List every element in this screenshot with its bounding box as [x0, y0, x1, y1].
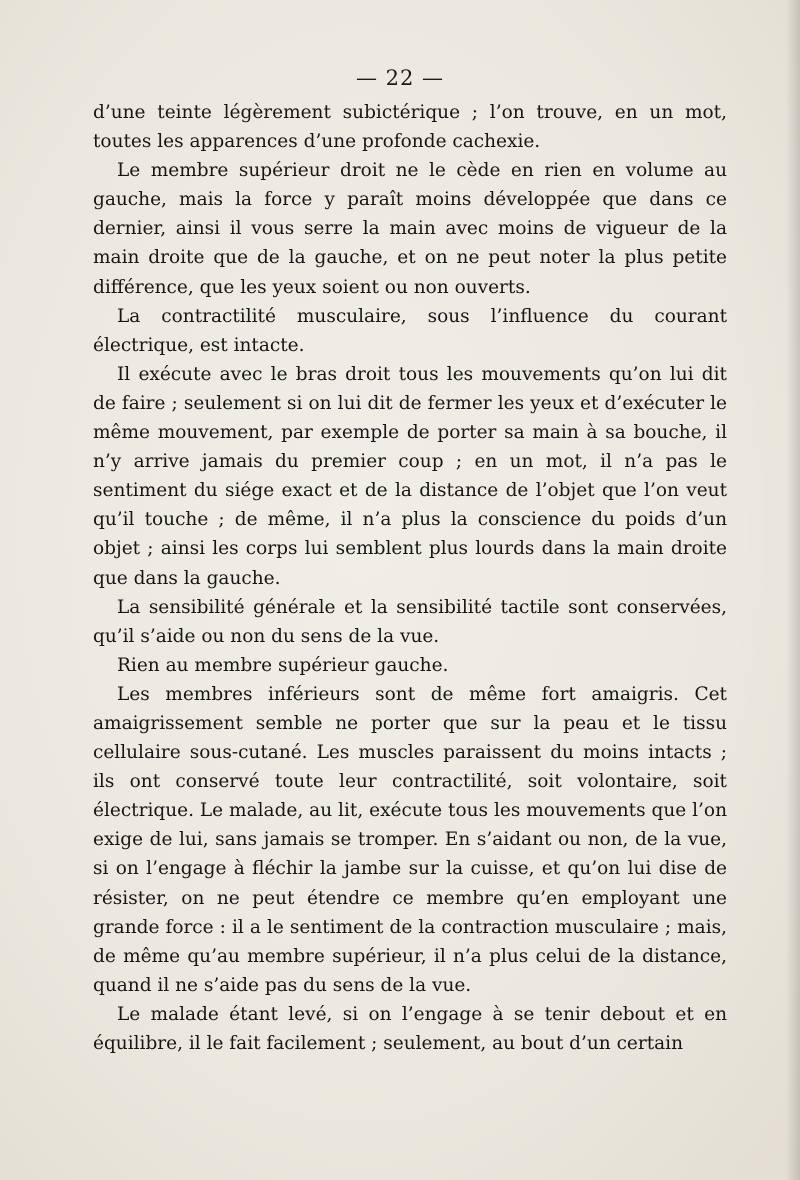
- paragraph-3: La contractilité musculaire, sous l’influence du courant électrique, est intacte.: [93, 305, 727, 356]
- paragraph-2: Le membre supérieur droit ne le cède en rien en volume au gauche, mais la force y paraît moins développée que dans ce dernier, ainsi il vous serre la main avec moins de vigueur de la main droite que de la gauche, et on ne peut noter la plus petite différence, que les yeux soient ou non ouverts.: [93, 160, 727, 298]
- paragraph-1: d’une teinte légèrement subictérique ; l’on trouve, en un mot, toutes les apparences d’une profonde cachexie.: [93, 102, 727, 153]
- page-edge-shadow: [786, 0, 800, 1180]
- paragraph-4: Il exécute avec le bras droit tous les mouvements qu’on lui dit de faire ; seulement si on lui dit de fermer les yeux et d’exécuter le même mouvement, par exemple de porter sa main à sa bouche, il n’y arrive jamais du premier coup ; en un mot, il n’a pas le sentiment du siége exact et de la distance de l’objet que l’on veut qu’il touche ; de même, il n’a plus la conscience du poids d’un objet ; ainsi les corps lui semblent plus lourds dans la main droite que dans la gauche.: [93, 363, 727, 589]
- paragraph-6: Rien au membre supérieur gauche.: [117, 654, 449, 676]
- paragraph-8: Le malade étant levé, si on l’engage à se tenir debout et en équilibre, il le fait facilement ; seulement, au bout d’un certain: [93, 1003, 727, 1054]
- body-text: [93, 98, 727, 1058]
- page-number: — 22 —: [355, 66, 445, 90]
- paragraph-7: Les membres inférieurs sont de même fort amaigris. Cet amaigrissement semble ne porter que sur la peau et le tissu cellulaire sous-cutané. Les muscles paraissent du moins intacts ; ils ont conservé toute leur contractilité, soit volontaire, soit électrique. Le malade, au lit, exécute tous les mouvements que l’on exige de lui, sans jamais se tromper. En s’aidant ou non, de la vue, si on l’engage à fléchir la jambe sur la cuisse, et qu’on lui dise de résister, on ne peut étendre ce membre qu’en employant une grande force : il a le sentiment de la contraction musculaire ; mais, de même qu’au membre supérieur, il n’a plus celui de la distance, quand il ne s’aide pas du sens de la vue.: [93, 683, 727, 996]
- paragraph-5: La sensibilité générale et la sensibilité tactile sont conservées, qu’il s’aide ou non du sens de la vue.: [93, 596, 727, 647]
